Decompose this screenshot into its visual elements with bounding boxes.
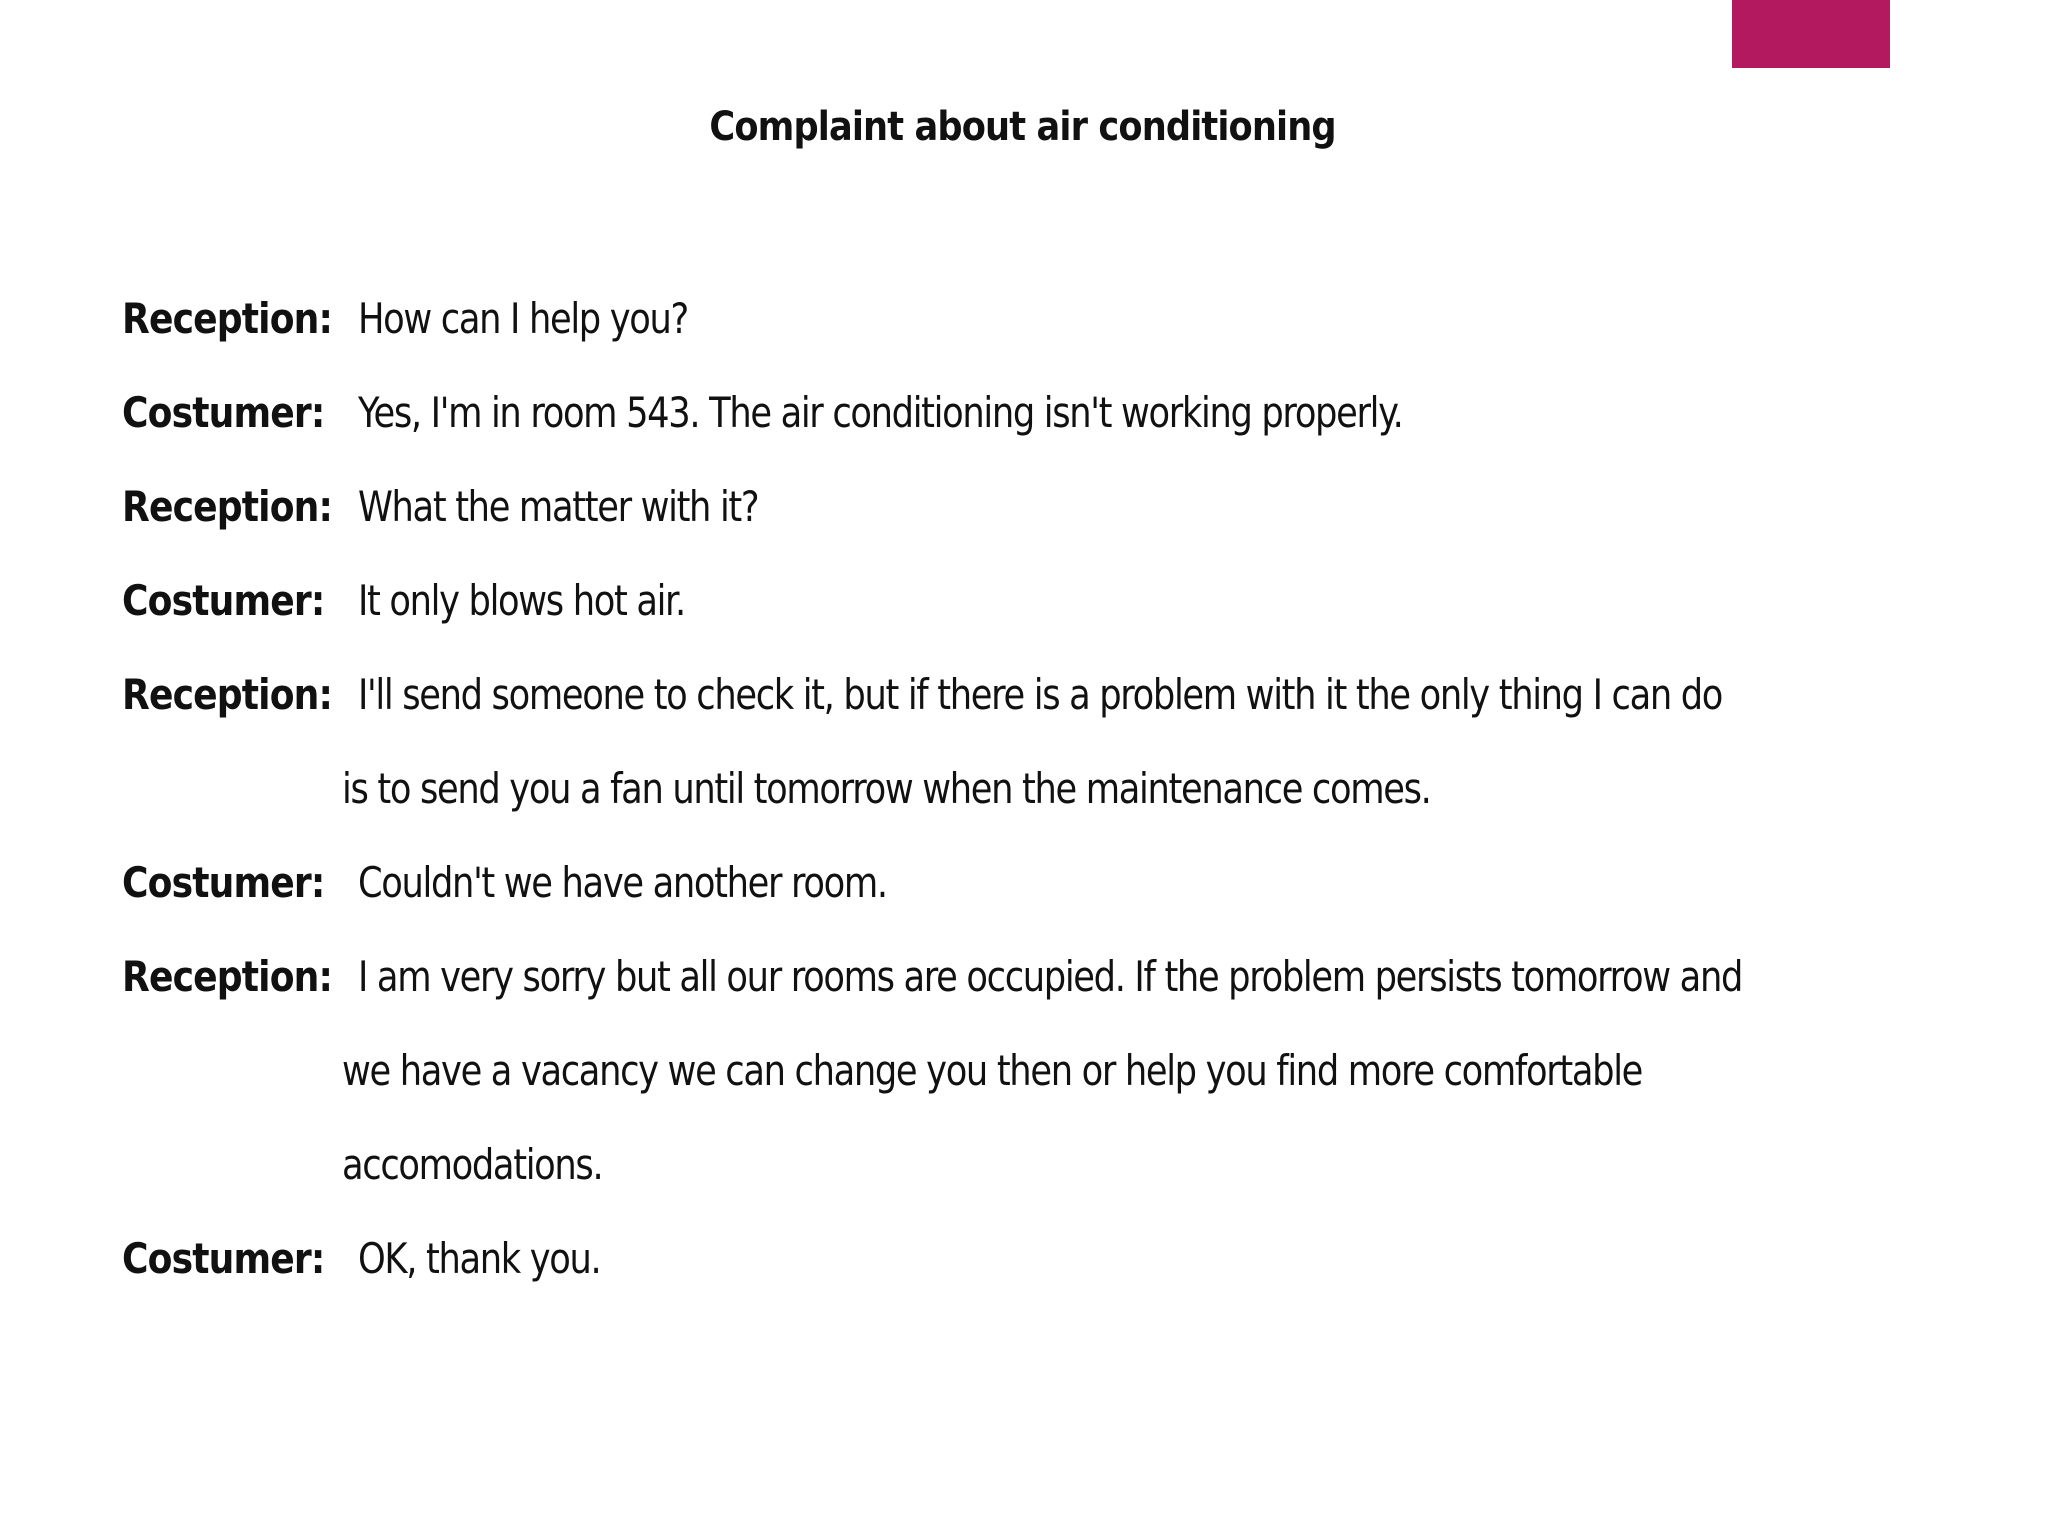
speaker-label: Costumer: — [122, 858, 325, 907]
speaker-label: Reception: — [122, 294, 333, 343]
utterance-text: Couldn't we have another room. — [358, 858, 887, 907]
utterance-text: I am very sorry but all our rooms are occupied. If the problem persists tomorrow and — [358, 952, 1743, 1001]
dialogue-line — [122, 1212, 1912, 1306]
speaker-label: Reception: — [122, 670, 333, 719]
speaker-label: Costumer: — [122, 388, 325, 437]
utterance-text: Yes, I'm in room 543. The air conditioning isn't working properly. — [358, 388, 1403, 437]
utterance-text: It only blows hot air. — [358, 576, 685, 625]
speaker-label: Reception: — [122, 952, 333, 1001]
dialogue — [122, 272, 1912, 1306]
dialogue-line — [122, 648, 1912, 742]
speaker-label: Costumer: — [122, 576, 325, 625]
accent-tab — [1732, 0, 1890, 68]
utterance-continuation: is to send you a fan until tomorrow when the maintenance comes. — [342, 764, 1431, 813]
utterance-continuation: we have a vacancy we can change you then or help you find more comfortable — [342, 1046, 1643, 1095]
dialogue-line — [122, 930, 1912, 1024]
utterance-text: I'll send someone to check it, but if there is a problem with it the only thing I can do — [358, 670, 1723, 719]
dialogue-line — [122, 366, 1912, 460]
dialogue-line — [122, 554, 1912, 648]
dialogue-line — [122, 272, 1912, 366]
page-title: Complaint about air conditioning — [709, 104, 1336, 150]
utterance-continuation: accomodations. — [342, 1140, 603, 1189]
speaker-label: Reception: — [122, 482, 333, 531]
speaker-label: Costumer: — [122, 1234, 325, 1283]
dialogue-line — [122, 836, 1912, 930]
dialogue-line — [122, 460, 1912, 554]
utterance-text: How can I help you? — [358, 294, 688, 343]
utterance-text: OK, thank you. — [358, 1234, 601, 1283]
utterance-text: What the matter with it? — [358, 482, 759, 531]
